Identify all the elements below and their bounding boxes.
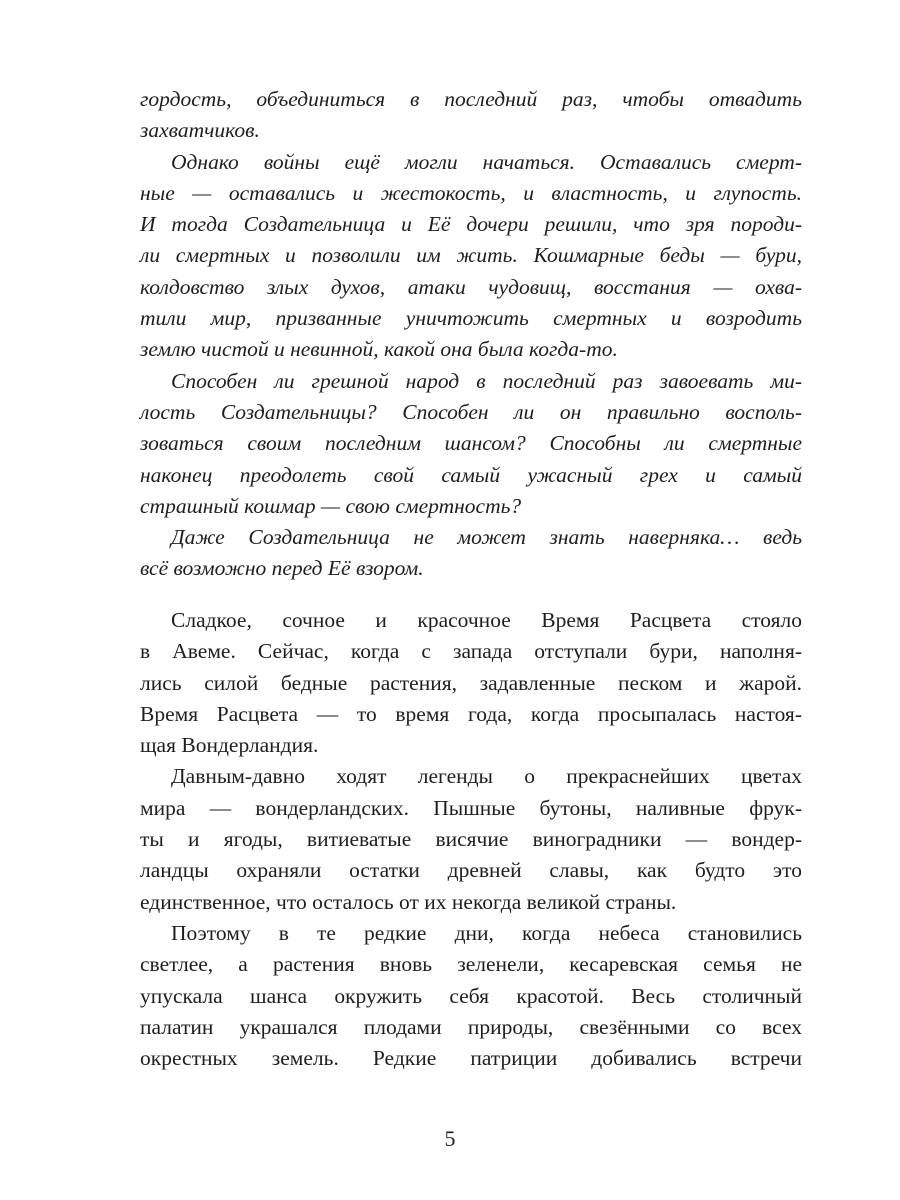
- text-line: Сладкое, сочное и красочное Время Расцвета стояло: [171, 608, 802, 632]
- text-line: гордость, объединиться в последний раз, чтобы отвадить: [140, 87, 802, 111]
- text-line: лись силой бедные растения, задавленные песком и жарой.: [140, 670, 802, 695]
- text-line: упускала шанса окружить себя красотой. Весь столичный: [140, 983, 802, 1008]
- text-line: в Авеме. Сейчас, когда с запада отступали бури, наполня-: [140, 639, 802, 664]
- text-line: Время Расцвета — то время года, когда просыпалась настоя-: [140, 701, 802, 726]
- text-line: Даже Создательница не может знать наверняка… ведь: [171, 525, 802, 550]
- text-line: Поэтому в те редкие дни, когда небеса становились: [171, 920, 802, 945]
- chapter-body-text: [140, 605, 802, 1074]
- text-line: ландцы охраняли остатки древней славы, как будто это: [140, 858, 802, 883]
- text-line: палатин украшался плодами природы, свезёнными со всех: [140, 1014, 802, 1039]
- paragraph: [140, 605, 802, 761]
- text-line: страшный кошмар — свою смертность?: [140, 493, 522, 518]
- text-line: И тогда Создательница и Её дочери решили, что зря породи-: [140, 212, 802, 237]
- paragraph: [140, 366, 802, 522]
- text-line: зоваться своим последним шансом? Способны ли смертные: [140, 431, 802, 456]
- text-line: Однако войны ещё могли начаться. Оставались смерт-: [171, 149, 802, 174]
- paragraph: [140, 761, 802, 917]
- text-line: колдовство злых духов, атаки чудовищ, восстания — охва-: [140, 274, 802, 299]
- paragraph: [140, 918, 802, 1074]
- text-line: захватчиков.: [140, 118, 260, 143]
- text-line: наконец преодолеть свой самый ужасный грех и самый: [140, 462, 802, 487]
- paragraph: [140, 147, 802, 366]
- text-line: ные — оставались и жестокость, и властность, и глупость.: [140, 180, 802, 205]
- text-line: тили мир, призванные уничтожить смертных и возродить: [140, 306, 802, 331]
- text-line: Способен ли грешной народ в последний раз завоевать ми-: [171, 368, 802, 393]
- text-line: лость Создательницы? Способен ли он правильно восполь-: [140, 399, 802, 424]
- text-line: окрестных земель. Редкие патриции добивались встречи: [140, 1046, 802, 1071]
- text-line: мира — вондерландских. Пышные бутоны, наливные фрук-: [140, 795, 802, 820]
- text-line: Давным-давно ходят легенды о прекраснейших цветах: [171, 764, 802, 789]
- paragraph: [140, 84, 802, 147]
- paragraph: [140, 522, 802, 585]
- text-line: щая Вондерландия.: [140, 733, 319, 758]
- text-line: ли смертных и позволили им жить. Кошмарные беды — бури,: [140, 243, 802, 268]
- page-number: 5: [444, 1126, 456, 1151]
- text-line: землю чистой и невинной, какой она была когда-то.: [140, 337, 618, 362]
- text-line: всё возможно перед Её взором.: [140, 556, 424, 581]
- italic-prologue-text: [140, 84, 802, 585]
- text-line: светлее, а растения вновь зеленели, кесаревская семья не: [140, 952, 802, 977]
- text-line: ты и ягоды, витиеватые висячие виноградники — вондер-: [140, 827, 802, 852]
- text-line: единственное, что осталось от их некогда великой страны.: [140, 889, 677, 914]
